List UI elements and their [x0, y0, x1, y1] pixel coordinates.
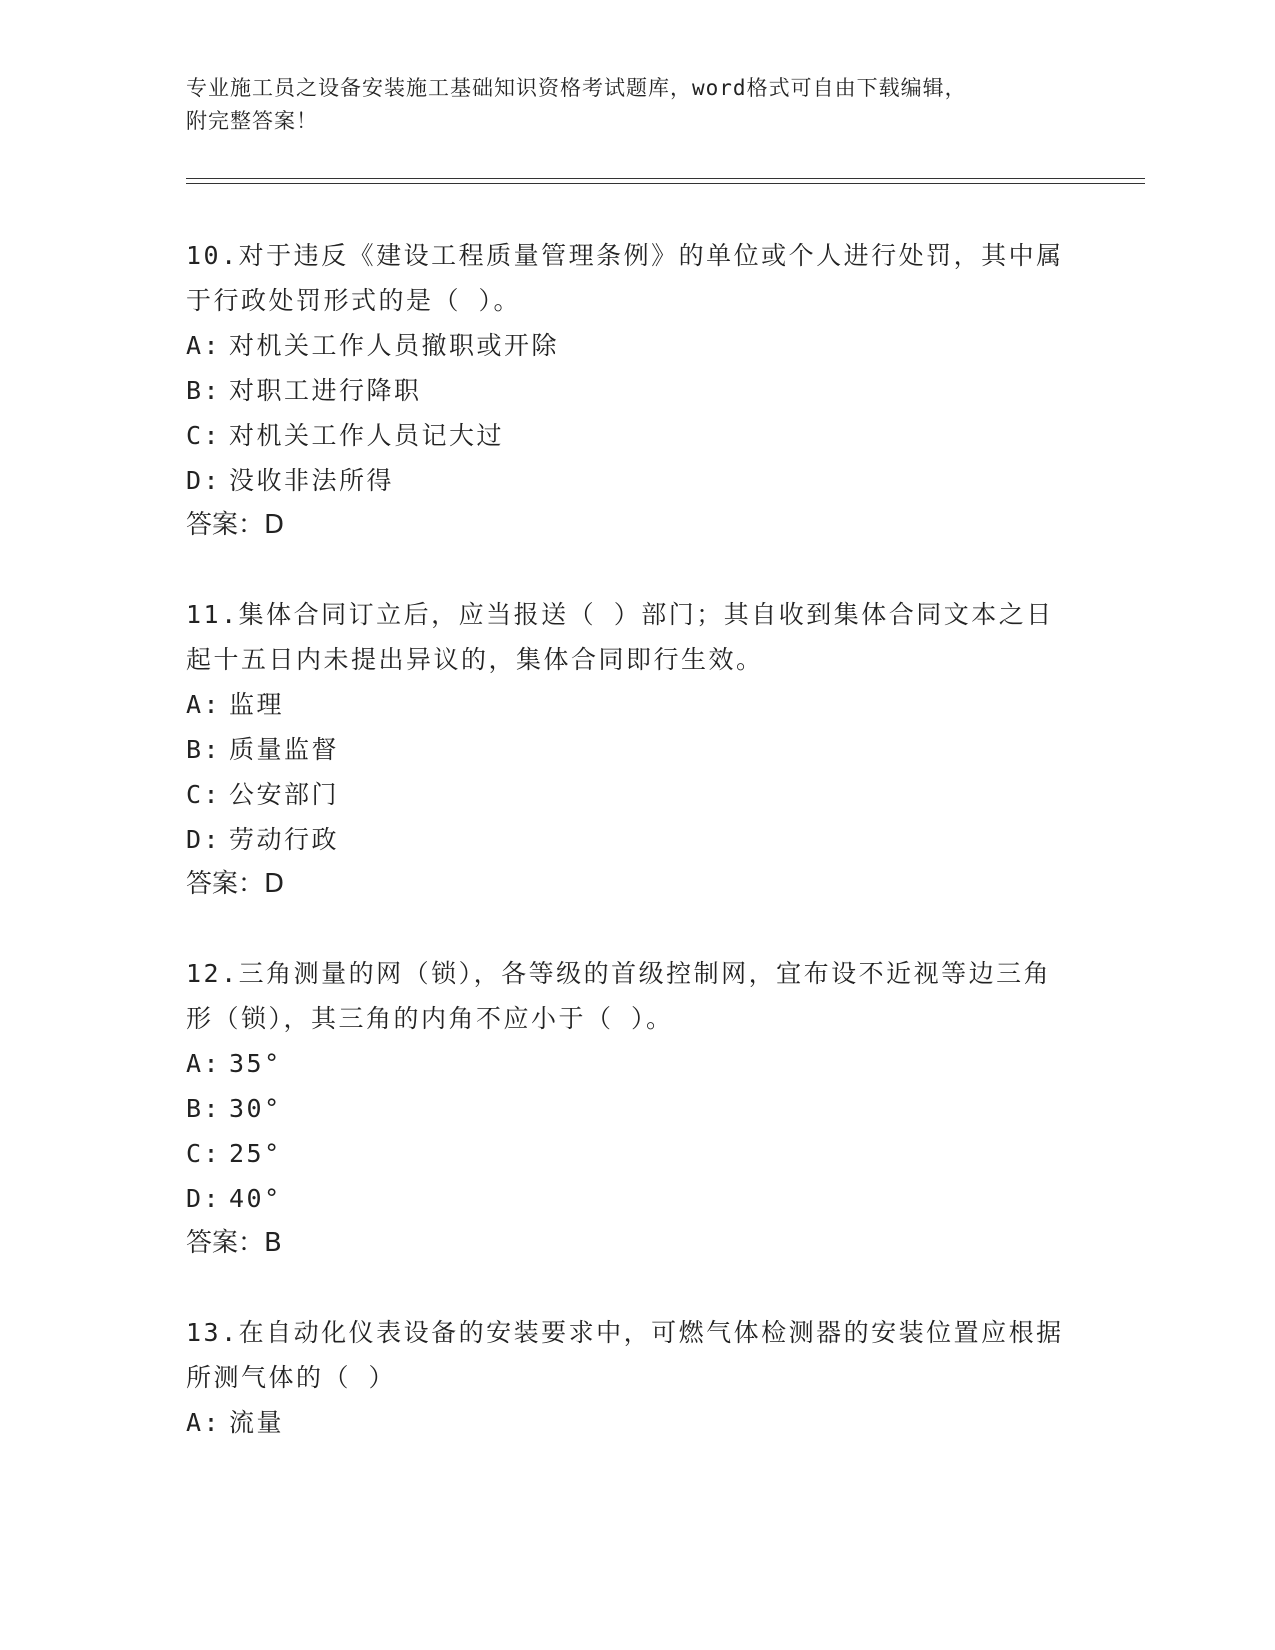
- option-text: 质量监督: [229, 735, 340, 764]
- answer-line: 答案：D: [186, 869, 285, 899]
- option-a: [186, 1400, 1086, 1445]
- option-key: D:: [186, 466, 222, 495]
- question-11: [186, 592, 1086, 907]
- option-key: D:: [186, 825, 222, 854]
- option-text: 25°: [229, 1139, 282, 1168]
- header-divider-top: [186, 178, 1145, 179]
- option-c: [186, 413, 1086, 458]
- option-key: B:: [186, 735, 222, 764]
- option-key: C:: [186, 780, 222, 809]
- option-a: [186, 1041, 1086, 1086]
- answer-line: 答案：D: [186, 510, 285, 540]
- question-stem: 12.三角测量的网（锁），各等级的首级控制网，宜布设不近视等边三角形（锁），其三角的内角不应小于（ ）。: [186, 959, 1052, 1033]
- option-key: B:: [186, 376, 222, 405]
- option-c: [186, 772, 1086, 817]
- option-a: [186, 323, 1086, 368]
- answer-line: 答案：B: [186, 1228, 282, 1258]
- option-b: [186, 727, 1086, 772]
- option-text: 35°: [229, 1049, 282, 1078]
- option-key: A:: [186, 690, 222, 719]
- option-key: A:: [186, 1049, 222, 1078]
- option-text: 对职工进行降职: [229, 376, 422, 405]
- option-key: A:: [186, 331, 222, 360]
- question-stem: 11.集体合同订立后，应当报送（ ）部门；其自收到集体合同文本之日起十五日内未提出异议的，集体合同即行生效。: [186, 600, 1054, 674]
- option-key: B:: [186, 1094, 222, 1123]
- option-key: C:: [186, 421, 222, 450]
- option-text: 对机关工作人员撤职或开除: [229, 331, 560, 360]
- option-text: 30°: [229, 1094, 282, 1123]
- option-text: 劳动行政: [229, 825, 340, 854]
- question-12: [186, 951, 1086, 1266]
- option-text: 流量: [229, 1408, 285, 1437]
- option-text: 公安部门: [229, 780, 340, 809]
- header-line-1: 专业施工员之设备安装施工基础知识资格考试题库，word格式可自由下载编辑，: [186, 76, 967, 100]
- question-stem: 10.对于违反《建设工程质量管理条例》的单位或个人进行处罚，其中属于行政处罚形式的是（ ）。: [186, 241, 1064, 315]
- option-text: 监理: [229, 690, 285, 719]
- option-key: D:: [186, 1184, 222, 1213]
- header-line-2: 附完整答案！: [186, 109, 318, 133]
- header-divider-bottom: [186, 183, 1145, 184]
- option-d: [186, 458, 1086, 503]
- option-text: 对机关工作人员记大过: [229, 421, 505, 450]
- option-c: [186, 1131, 1086, 1176]
- option-key: A:: [186, 1408, 222, 1437]
- question-13: [186, 1310, 1086, 1445]
- question-10: [186, 233, 1086, 548]
- option-text: 40°: [229, 1184, 282, 1213]
- option-key: C:: [186, 1139, 222, 1168]
- option-a: [186, 682, 1086, 727]
- option-b: [186, 368, 1086, 413]
- option-b: [186, 1086, 1086, 1131]
- question-stem: 13.在自动化仪表设备的安装要求中，可燃气体检测器的安装位置应根据所测气体的（ ）: [186, 1318, 1064, 1392]
- option-d: [186, 1176, 1086, 1221]
- option-text: 没收非法所得: [229, 466, 395, 495]
- document-header: [186, 72, 1066, 138]
- option-d: [186, 817, 1086, 862]
